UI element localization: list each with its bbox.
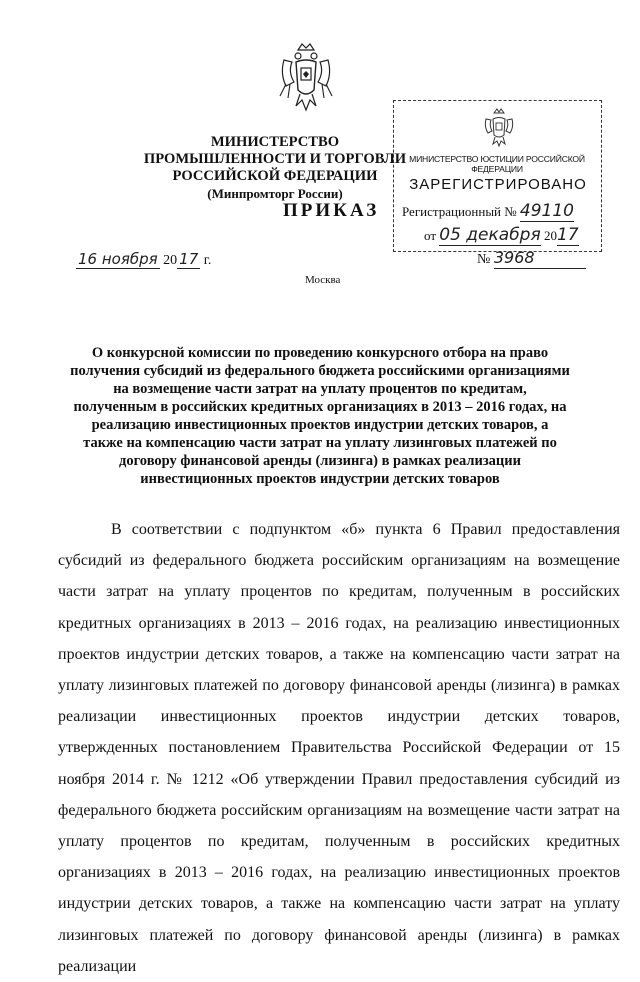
city: Москва	[305, 274, 341, 286]
order-date	[76, 250, 211, 269]
stamp-year-prefix: 20	[543, 228, 557, 243]
stamp-reg-label: Регистрационный №	[402, 204, 517, 219]
stamp-date-handwritten: 05 декабря	[439, 225, 541, 245]
year-suffix: г.	[203, 253, 212, 268]
ministry-name-line2: РОССИЙСКОЙ ФЕДЕРАЦИИ	[172, 168, 378, 184]
number-label: №	[477, 252, 491, 267]
date-handwritten: 16 ноября	[78, 250, 158, 268]
stamp-year-handwritten: 17	[556, 225, 579, 245]
number-handwritten: 3968	[493, 248, 535, 267]
ministry-short-name: (Минпромторг России)	[207, 186, 343, 201]
stamp-date-label: от	[424, 228, 437, 243]
year-prefix: 20	[163, 253, 178, 268]
stamp-emblem	[482, 107, 516, 147]
stamp-ministry: МИНИСТЕРСТВО ЮСТИЦИИ РОССИЙСКОЙ ФЕДЕРАЦИИ	[409, 154, 585, 174]
document-title: О конкурсной комиссии по проведению конкурсного отбора на право получения субсидий из федерального бюджета российскими организациями на возмещение части затрат на уплату процентов по кредитам, полученным в российских кредитных организациях в 2013 – 2016 годах, на реализацию инвестиционных проектов индустрии детских товаров, а также на компенсацию части затрат на уплату лизинговых платежей по договору финансовой аренды (лизинга) в рамках реализации инвестиционных проектов индустрии детских товаров	[70, 345, 570, 487]
ministry-header	[130, 134, 420, 202]
state-emblem	[276, 40, 336, 114]
registration-stamp	[393, 100, 602, 252]
document-type: ПРИКАЗ	[283, 200, 380, 221]
stamp-reg-number-row	[402, 201, 574, 221]
ministry-name-line1: МИНИСТЕРСТВО ПРОМЫШЛЕННОСТИ И ТОРГОВЛИ	[143, 134, 407, 167]
stamp-date-row	[424, 225, 579, 245]
body-paragraph: В соответствии с подпунктом «б» пункта 6 Правил предоставления субсидий из федерального бюджета российским организациям на возмещение части затрат на уплату процентов по кредитам, полученным в российских кредитных организациях в 2013 – 2016 годах, на реализацию инвестиционных проектов индустрии детских товаров, а также на компенсацию части затрат на уплату лизинговых платежей по договору финансовой аренды (лизинга) в рамках реализации инвестиционных проектов индустрии детских товаров, утвержденных постановлением Правительства Российской Федерации от 15 ноября 2014 г. № 1212 «Об утверждении Правил предоставления субсидий из федерального бюджета российским организациям на возмещение части затрат на уплату процентов по кредитам, полученным в российских кредитных организациях в 2013 – 2016 годах, на реализацию инвестиционных проектов индустрии детских товаров, а также на компенсацию части затрат на уплату лизинговых платежей по договору финансовой аренды (лизинга) в рамках реализации	[58, 521, 620, 975]
year-handwritten: 17	[179, 250, 199, 268]
stamp-reg-number: 49110	[519, 201, 575, 221]
stamp-status: ЗАРЕГИСТРИРОВАНО	[409, 176, 587, 193]
